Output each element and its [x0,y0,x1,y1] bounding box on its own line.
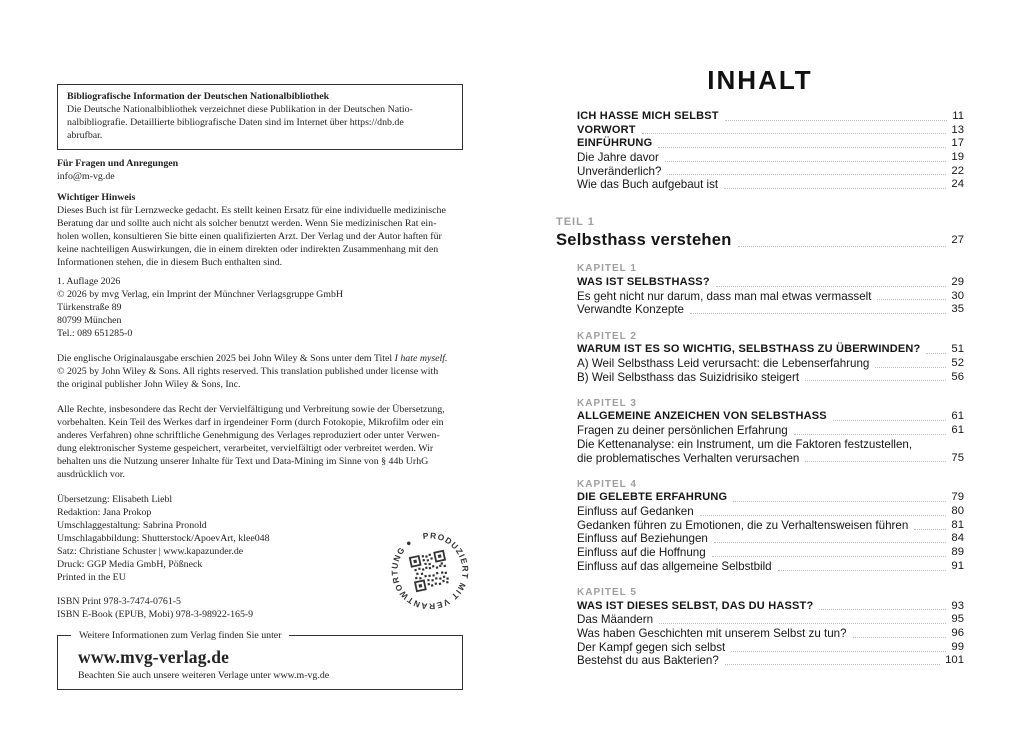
credits-line: Redaktion: Jana Prokop [57,507,152,518]
page-number: 96 [951,627,964,640]
edition-line: © 2026 by mvg Verlag, ein Imprint der Münchner Verlagsgruppe GmbH [57,289,344,300]
page-number: 19 [951,151,964,164]
entry-label: Einfluss auf das allgemeine Selbstbild [577,559,772,573]
dotted-leader [926,353,946,354]
page-number: 61 [951,424,964,437]
dotted-leader [833,420,947,421]
page-number: 79 [951,491,964,504]
contact-title: Für Fragen und Anregungen [57,158,179,169]
edition-line: Tel.: 089 651285-0 [57,328,133,339]
dotted-leader [877,299,946,300]
dotted-leader [805,380,946,381]
page-number: 93 [951,599,964,612]
page-number: 35 [951,303,964,316]
toc-entry [556,124,964,138]
page-number: 80 [951,505,964,518]
credits-line: Umschlaggestaltung: Sabrina Pronold [57,520,207,531]
entry-label: Verwandte Konzepte [577,303,684,317]
rights-line: dung elektronischer Systeme gespeichert, verarbeitet, vervielfältigt oder verbreitet werden. Wir [57,443,434,454]
page-number: 81 [951,518,964,531]
toc-entry [556,303,964,317]
edition-line: Türkenstraße 89 [57,302,122,313]
chapter-label: KAPITEL 2 [577,330,637,342]
notice-line: holen wollen, konsultieren Sie bitte einen qualifizierten Arzt. Der Verlag und der Autor haften für [57,231,442,242]
dotted-leader [805,461,946,462]
dnb-box-line: nalbibliografie. Detaillierte bibliografische Daten sind im Internet über https://dnb.de [67,117,404,128]
qr-code [410,551,450,591]
page-number: 75 [951,451,964,464]
dotted-leader [659,623,946,624]
page-number: 30 [951,289,964,302]
page-number: 11 [952,109,964,122]
page-number: 89 [951,546,964,559]
credits-line: Übersetzung: Elisabeth Liebl [57,494,173,505]
original-line: the original publisher John Wiley & Sons, Inc. [57,379,241,390]
isbn-ebook-line: ISBN E-Book (EPUB, Mobi) 978-3-98922-165-9 [57,609,254,620]
edition-line: 80799 München [57,315,122,326]
part-label: TEIL 1 [556,216,595,229]
entry-label: Einfluss auf Beziehungen [577,532,708,546]
notice-title: Wichtiger Hinweis [57,192,136,203]
part-title: Selbsthass verstehen 27 [556,230,964,249]
dotted-leader [778,570,947,571]
edition-block [57,275,463,340]
toc-entry [556,613,964,627]
entry-label: Die Kettenanalyse: ein Instrument, um die Faktoren festzustellen, [577,437,913,451]
toc-entry [556,137,964,151]
dotted-leader [794,434,947,435]
dotted-leader [875,367,946,368]
chapter-title: ALLGEMEINE ANZEICHEN VON SELBSTHASS 61 [577,410,964,423]
entry-label: Die Jahre davor [577,151,659,165]
toc-title: INHALT [707,65,813,95]
dotted-leader [667,174,946,175]
entry-label: EINFÜHRUNG [577,137,653,150]
page-number: 101 [945,654,964,667]
entry-label: Was haben Geschichten mit unserem Selbst zu tun? [577,627,847,641]
responsibility-seal [388,529,472,613]
original-line [57,352,463,365]
toc-list [556,110,964,668]
entry-label: ICH HASSE MICH SELBST [577,109,719,122]
dotted-leader [700,515,947,516]
publisher-box-legend: Weitere Informationen zum Verlag finden Sie unter [71,629,289,642]
rights-line: behalten uns die Nutzung unserer Inhalte für Text und Data-Mining im Sinne von § 44b UrhG [57,456,429,467]
dotted-leader [725,664,940,665]
dotted-leader [714,542,947,543]
toc-entry [556,110,964,124]
dotted-leader [712,556,947,557]
page-number: 29 [951,275,964,288]
dnb-box-line: abrufbar. [67,130,103,141]
page-number: 99 [951,640,964,653]
toc-entry [556,546,964,560]
toc-entry-line2 [556,452,964,466]
toc-entry [556,371,964,385]
contact-email: info@m-vg.de [57,171,115,182]
contact-block [57,157,463,183]
dotted-leader [914,529,946,530]
chapter-title: WARUM IST ES SO WICHTIG, SELBSTHASS ZU ÜBERWINDEN? 51 [577,343,964,356]
entry-label: Einfluss auf die Hoffnung [577,546,706,560]
rights-line: Alle Rechte, insbesondere das Recht der Vervielfältigung und Verbreitung sowie der Übersetzung, [57,404,445,415]
publisher-note: Beachten Sie auch unsere weiteren Verlage unter www.m-vg.de [78,670,330,681]
notice-line: Dieses Buch ist für Lernzwecke gedacht. Es stellt keinen Ersatz für eine individuelle medizinische [57,205,446,216]
svg-text:PRODUZIERT MIT VERANTWORTUNG ● [388,529,472,613]
rights-line: vorbehalten. Kein Teil des Werkes darf in irgendeiner Form (durch Fotokopie, Mikrofilm oder ein [57,417,444,428]
chapter-label: KAPITEL 1 [577,263,637,275]
toc-entry [556,178,964,192]
seal-ring-text: PRODUZIERT MIT VERANTWORTUNG ● [389,530,471,612]
toc-entry [556,357,964,371]
dotted-leader [716,286,947,287]
rights-line: anderes Verfahren) ohne schriftliche Genehmigung des Verlages reproduziert oder unter Verwen- [57,430,440,441]
page-number: 24 [951,178,964,191]
page-number: 27 [951,233,964,246]
entry-label: Bestehst du aus Bakterien? [577,654,719,668]
notice-block [57,191,463,269]
dnb-info-box [57,84,463,150]
entry-label: Der Kampf gegen sich selbst [577,640,726,654]
entry-label: Unveränderlich? [577,164,662,178]
entry-label: Es geht nicht nur darum, dass man mal etwas vermasselt [577,289,872,303]
publisher-box [57,630,463,690]
page-number: 52 [951,356,964,369]
entry-label: Einfluss auf Gedanken [577,505,694,519]
page-number: 17 [951,137,964,150]
entry-label: A) Weil Selbsthass Leid verursacht: die Lebenserfahrung [577,356,870,370]
dotted-leader [642,133,947,134]
credits-line: Druck: GGP Media GmbH, Pößneck [57,559,203,570]
contents-page [556,64,964,668]
toc-entry [556,655,964,669]
chapter-title: WAS IST SELBSTHASS? 29 [577,275,964,288]
dotted-leader [738,246,947,247]
dotted-leader [733,501,946,502]
dotted-leader [665,161,947,162]
toc-entry [556,151,964,165]
rights-line: ausdrücklich vor. [57,469,126,480]
dnb-box-line: Die Deutsche Nationalbibliothek verzeichnet diese Publikation in der Deutschen Natio- [67,104,413,115]
page-number: 13 [951,123,964,136]
entry-label: die problematisches Verhalten verursachen [577,451,800,465]
notice-line: keine nachteiligen Auswirkungen, die in einem direkten oder indirekten Zusammenhang mit den [57,244,439,255]
toc-entry [556,165,964,179]
rights-block [57,403,463,481]
chapter-label: KAPITEL 4 [577,478,637,490]
toc-entry [556,560,964,574]
page-number: 61 [951,410,964,423]
dotted-leader [724,188,946,189]
toc-entry [556,519,964,533]
publisher-url: www.mvg-verlag.de [78,647,230,667]
entry-label: Fragen zu deiner persönlichen Erfahrung [577,424,788,438]
original-line: © 2025 by John Wiley & Sons. All rights reserved. This translation published under license with [57,366,439,377]
page-number: 91 [951,559,964,572]
toc-entry [556,290,964,304]
entry-label: Gedanken führen zu Emotionen, die zu Verhaltensweisen führen [577,518,909,532]
toc-entry [556,533,964,547]
dotted-leader [819,609,946,610]
credits-line: Satz: Christiane Schuster | www.kapazunder.de [57,546,244,557]
toc-entry [556,627,964,641]
entry-label: VORWORT [577,123,636,136]
page-number: 95 [951,613,964,626]
page-number: 51 [951,343,964,356]
notice-line: Beratung dar und sollte auch nicht als solcher benutzt werden. Wenn Sie medizinischen Rat ein- [57,218,437,229]
page-number: 22 [951,164,964,177]
toc-entry [556,424,964,438]
notice-line: Informationen stehen, die in diesem Buch enthalten sind. [57,257,283,268]
chapter-label: KAPITEL 3 [577,397,637,409]
isbn-print-line: ISBN Print 978-3-7474-0761-5 [57,596,181,607]
page-number: 84 [951,532,964,545]
credits-line: Printed in the EU [57,572,126,583]
dnb-box-title: Bibliografische Information der Deutschen Nationalbibliothek [67,91,330,102]
dotted-leader [690,313,946,314]
edition-line: 1. Auflage 2026 [57,276,121,287]
entry-label: B) Weil Selbsthass das Suizidrisiko steigert [577,370,800,384]
original-title-italic: I hate myself. [394,353,448,364]
entry-label: Das Mäandern [577,613,654,627]
original-line-text: Die englische Originalausgabe erschien 2025 bei John Wiley & Sons unter dem Titel [57,353,395,364]
toc-entry [556,641,964,655]
chapter-title: DIE GELEBTE ERFAHRUNG 79 [577,491,964,504]
dotted-leader [853,637,947,638]
entry-label: Wie das Buch aufgebaut ist [577,178,719,192]
page-number: 56 [951,370,964,383]
dotted-leader [658,147,946,148]
dotted-leader [725,120,948,121]
chapter-title: WAS IST DIESES SELBST, DAS DU HASST? 93 [577,599,964,612]
original-edition-block [57,352,463,391]
chapter-label: KAPITEL 5 [577,587,637,599]
toc-entry-line1 [556,438,964,452]
toc-entry [556,505,964,519]
dotted-leader [731,651,946,652]
credits-line: Umschlagabbildung: Shutterstock/ApoevArt, klee048 [57,533,270,544]
